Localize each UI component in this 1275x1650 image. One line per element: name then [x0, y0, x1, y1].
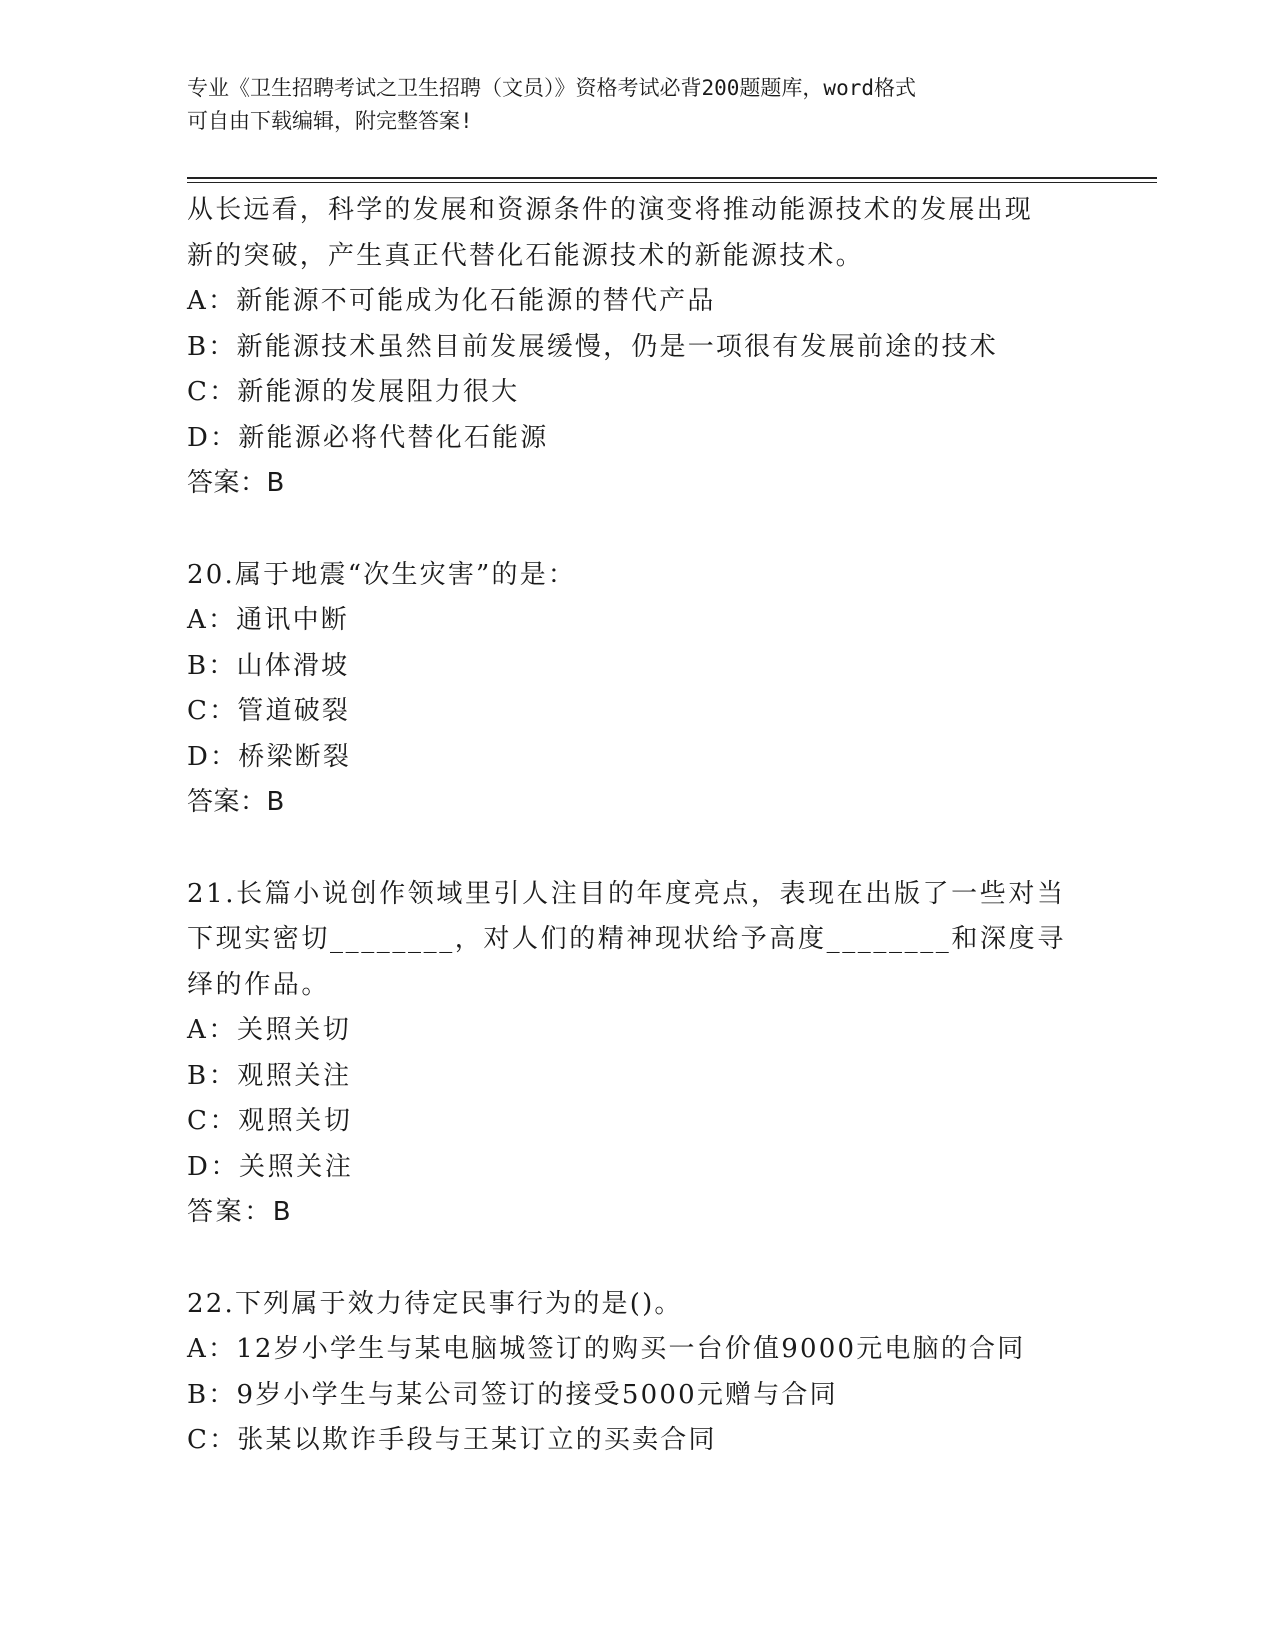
option-d: D：桥梁断裂 [187, 741, 352, 772]
option-a: A：通讯中断 [187, 605, 349, 635]
option-b: B：9岁小学生与某公司签订的接受5000元赠与合同 [187, 1379, 838, 1410]
question-stem: 21.长篇小说创作领域里引人注目的年度亮点，表现在出版了一些对当 [187, 878, 1066, 909]
question-stem: 新的突破，产生真正代替化石能源技术的新能源技术。 [187, 240, 864, 271]
option-c: C：管道破裂 [187, 696, 351, 726]
question-20 [187, 553, 1087, 826]
spacer [187, 1236, 1087, 1282]
question-19 [187, 188, 1087, 507]
answer: 答案：B [187, 468, 285, 498]
document-header [187, 72, 1087, 138]
question-21 [187, 872, 1087, 1236]
header-divider-thin [187, 182, 1157, 183]
answer: 答案：B [187, 787, 285, 817]
answer: 答案：B [187, 1197, 294, 1227]
option-c: C：张某以欺诈手段与王某订立的买卖合同 [187, 1425, 717, 1455]
option-d: D：关照关注 [187, 1151, 354, 1182]
question-22 [187, 1282, 1087, 1464]
header-divider-thick [187, 177, 1157, 179]
question-stem: 20.属于地震“次生灾害”的是： [187, 559, 577, 590]
question-stem: 下现实密切________，对人们的精神现状给予高度________和深度寻 [187, 924, 1066, 954]
spacer [187, 826, 1087, 872]
option-c: C：观照关切 [187, 1106, 353, 1136]
question-list [187, 188, 1087, 1464]
option-b: B：新能源技术虽然目前发展缓慢，仍是一项很有发展前途的技术 [187, 331, 998, 362]
option-a: A：新能源不可能成为化石能源的替代产品 [187, 286, 716, 316]
spacer [187, 507, 1087, 553]
option-c: C：新能源的发展阻力很大 [187, 377, 520, 407]
option-a: A：12岁小学生与某电脑城签订的购买一台价值9000元电脑的合同 [187, 1334, 1026, 1364]
question-stem: 从长远看，科学的发展和资源条件的演变将推动能源技术的发展出现 [187, 195, 1034, 225]
option-d: D：新能源必将代替化石能源 [187, 422, 549, 453]
option-b: B：观照关注 [187, 1060, 352, 1091]
header-title-line-1: 专业《卫生招聘考试之卫生招聘（文员）》资格考试必背200题题库，word格式 [187, 76, 916, 100]
question-stem: 绎的作品。 [187, 969, 331, 1000]
option-b: B：山体滑坡 [187, 650, 350, 681]
option-a: A：关照关切 [187, 1015, 352, 1045]
question-stem: 22.下列属于效力待定民事行为的是()。 [187, 1288, 683, 1319]
header-title-line-2: 可自由下载编辑，附完整答案! [187, 109, 473, 133]
